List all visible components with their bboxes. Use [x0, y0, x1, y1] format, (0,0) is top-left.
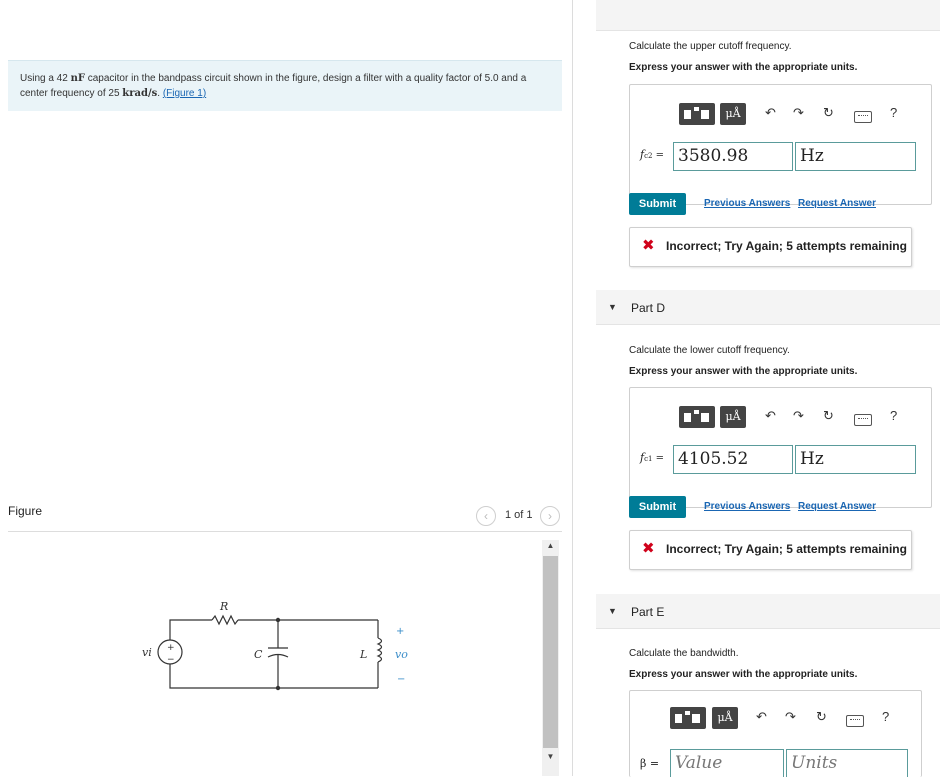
- units-icon[interactable]: μÅ: [720, 406, 746, 428]
- bandpass-circuit-diagram: [130, 590, 430, 710]
- keyboard-icon[interactable]: [854, 414, 872, 426]
- undo-icon[interactable]: ↶: [765, 105, 776, 120]
- undo-icon[interactable]: ↶: [756, 709, 767, 724]
- label-minus: −: [397, 674, 406, 685]
- label-vo: vo: [395, 648, 408, 661]
- undo-icon[interactable]: ↶: [765, 408, 776, 423]
- part-c-variable: fc2 =: [640, 148, 665, 161]
- part-e-header[interactable]: [596, 594, 940, 629]
- part-e-units-input[interactable]: Units: [786, 749, 908, 777]
- problem-statement: [20, 71, 550, 101]
- chevron-right-icon: ›: [548, 509, 552, 523]
- reset-icon[interactable]: ↻: [816, 709, 827, 724]
- keyboard-icon[interactable]: [846, 715, 864, 727]
- part-c-submit-button[interactable]: Submit: [629, 193, 686, 215]
- part-c-answer-box: [629, 84, 932, 205]
- figure-title: Figure: [8, 504, 43, 518]
- part-d-value-input[interactable]: 4105.52: [673, 445, 793, 474]
- inductor-coil: [378, 638, 382, 662]
- part-c-request-answer-link[interactable]: Request Answer: [798, 198, 876, 209]
- part-c-value-input[interactable]: 3580.98: [673, 142, 793, 171]
- problem-text-part2: capacitor in the bandpass circuit shown in the figure, design a filter with a quality factor of 5.0 and a center frequency of 25: [20, 73, 527, 99]
- label-r: R: [220, 600, 229, 613]
- label-plus: +: [396, 626, 405, 637]
- collapse-triangle-icon[interactable]: ▼: [608, 606, 617, 616]
- figure-divider: [8, 531, 562, 532]
- part-d-submit-button[interactable]: Submit: [629, 496, 686, 518]
- part-d-variable: fc1 =: [640, 451, 665, 464]
- part-d-request-answer-link[interactable]: Request Answer: [798, 501, 876, 512]
- wire-bottom: [170, 664, 378, 688]
- figure-scroll-thumb[interactable]: [543, 556, 558, 748]
- label-c: C: [254, 648, 263, 661]
- part-e-prompt: Calculate the bandwidth.: [629, 648, 739, 659]
- redo-icon[interactable]: ↷: [785, 709, 796, 724]
- next-figure-button[interactable]: [540, 506, 560, 526]
- redo-icon[interactable]: ↷: [793, 105, 804, 120]
- part-d-prompt: Calculate the lower cutoff frequency.: [629, 345, 790, 356]
- part-c-feedback: [629, 227, 912, 267]
- problem-text-part3: .: [157, 88, 163, 99]
- templates-icon[interactable]: [679, 103, 715, 125]
- part-e-express: Express your answer with the appropriate units.: [629, 669, 858, 680]
- figure-link[interactable]: (Figure 1): [162, 88, 207, 99]
- units-icon[interactable]: μÅ: [712, 707, 738, 729]
- problem-text-part1: Using a 42: [20, 73, 71, 84]
- part-c-express: Express your answer with the appropriate units.: [629, 62, 858, 73]
- part-e-value-input[interactable]: Value: [670, 749, 784, 777]
- help-icon[interactable]: ?: [890, 105, 898, 120]
- part-c-feedback-text: Incorrect; Try Again; 5 attempts remaining: [666, 239, 907, 253]
- reset-icon[interactable]: ↻: [823, 408, 834, 423]
- part-e-answer-box: [629, 690, 922, 777]
- label-vi: vi: [142, 646, 152, 659]
- panel-divider: [572, 0, 573, 776]
- resistor: [212, 616, 238, 624]
- source-minus: −: [167, 655, 175, 665]
- problem-unit-krad: krad/s: [122, 88, 158, 99]
- templates-icon[interactable]: [670, 707, 706, 729]
- part-d-answer-box: [629, 387, 932, 508]
- collapse-triangle-icon[interactable]: ▼: [608, 302, 617, 312]
- scroll-up-icon[interactable]: ▲: [546, 541, 555, 550]
- part-c-previous-answers-link[interactable]: Previous Answers: [704, 198, 791, 209]
- part-e-label: Part E: [631, 605, 665, 619]
- part-c-header: [596, 0, 940, 31]
- problem-unit-nf: nF: [70, 73, 85, 84]
- node-top: [276, 618, 280, 622]
- part-d-label: Part D: [631, 301, 666, 315]
- part-d-units-input[interactable]: Hz: [795, 445, 916, 474]
- keyboard-icon[interactable]: [854, 111, 872, 123]
- error-x-icon: ✖: [642, 540, 655, 557]
- source-plus: +: [167, 643, 175, 653]
- units-icon[interactable]: μÅ: [720, 103, 746, 125]
- part-c-units-input[interactable]: Hz: [795, 142, 916, 171]
- scroll-down-icon[interactable]: ▼: [546, 752, 555, 761]
- part-e-variable: β =: [640, 757, 660, 770]
- node-bottom: [276, 686, 280, 690]
- part-d-feedback-text: Incorrect; Try Again; 5 attempts remaining: [666, 542, 907, 556]
- label-l: L: [360, 648, 368, 661]
- error-x-icon: ✖: [642, 237, 655, 254]
- redo-icon[interactable]: ↷: [793, 408, 804, 423]
- part-d-header[interactable]: [596, 290, 940, 325]
- help-icon[interactable]: ?: [890, 408, 898, 423]
- part-c-prompt: Calculate the upper cutoff frequency.: [629, 41, 792, 52]
- part-d-previous-answers-link[interactable]: Previous Answers: [704, 501, 791, 512]
- templates-icon[interactable]: [679, 406, 715, 428]
- help-icon[interactable]: ?: [882, 709, 890, 724]
- chevron-left-icon: ‹: [484, 509, 488, 523]
- prev-figure-button[interactable]: [476, 506, 496, 526]
- part-d-feedback: [629, 530, 912, 570]
- figure-pager: 1 of 1: [505, 509, 533, 521]
- wire-top-left: [170, 620, 212, 640]
- reset-icon[interactable]: ↻: [823, 105, 834, 120]
- part-d-express: Express your answer with the appropriate units.: [629, 366, 858, 377]
